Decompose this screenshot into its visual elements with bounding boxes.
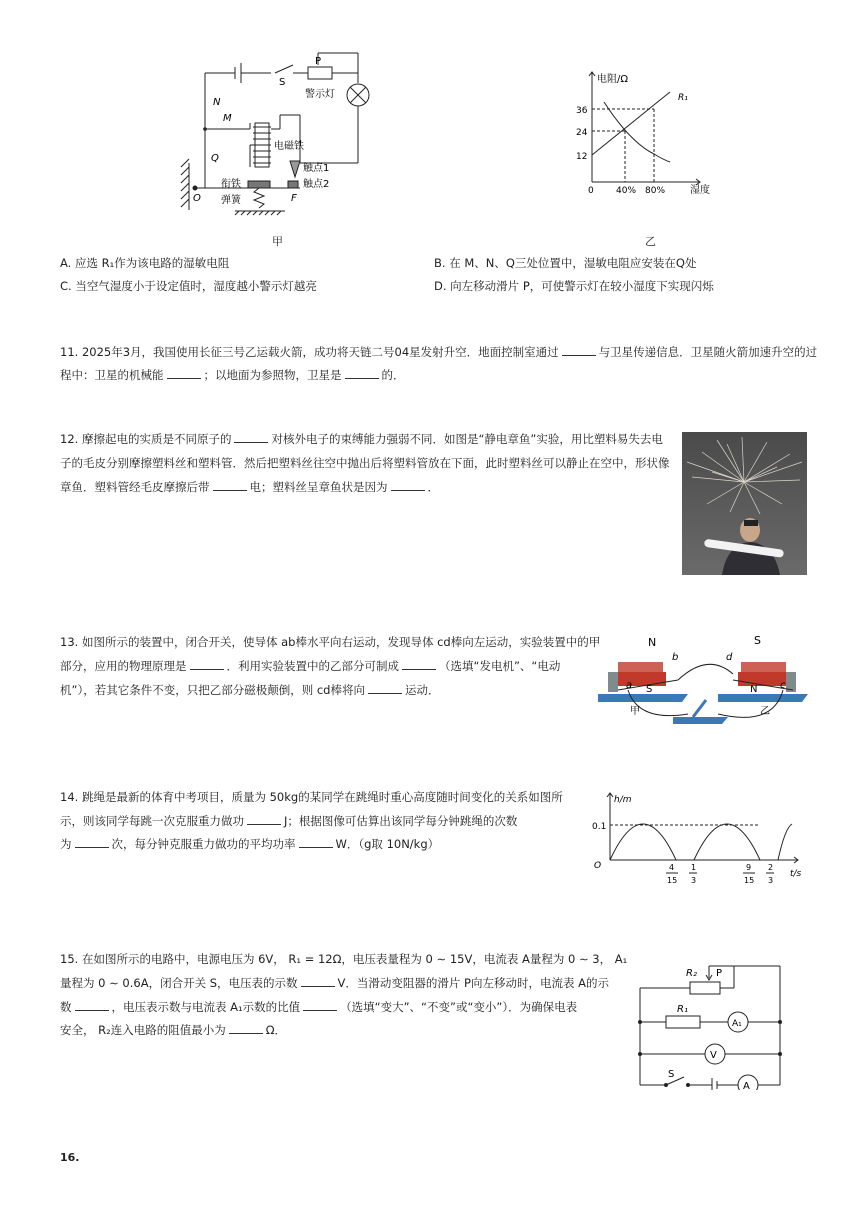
- q14-ylabel: h/m: [614, 795, 632, 805]
- static-octopus-photo: [682, 432, 807, 575]
- q14-line1: 14. 跳绳是最新的体育中考项目，质量为 50kg的某同学在跳绳时重心高度随时间变化的关系如图所: [60, 790, 563, 804]
- label-lamp: 警示灯: [305, 89, 335, 100]
- figure-yi-graph: [570, 62, 720, 202]
- label-q: Q: [211, 153, 219, 164]
- q15-line4: 安全， R₂连入电路的阻值最小为 Ω．: [60, 1023, 287, 1037]
- figure-q13-apparatus: [598, 632, 808, 732]
- yi-ytick-36: 36: [576, 106, 588, 116]
- q12-line1: 12. 摩擦起电的实质是不同原子的 对核外电子的束缚能力强弱不同．如图是“静电章鱼”实验，用比塑料易失去电: [60, 432, 663, 446]
- caption-yi: 乙: [645, 235, 656, 248]
- q14-x4-num: 2: [768, 863, 774, 872]
- yi-xtick-80: 80%: [645, 186, 666, 196]
- q15-line3: 数 ，电压表示数与电流表 A₁示数的比值 （选填“变大”、“不变”或“变小”）．为确保电表: [60, 1000, 578, 1014]
- q10-option-d: D. 向左移动滑片 P，可使警示灯在较小湿度下实现闪烁: [434, 279, 714, 293]
- q14-x3-den: 15: [744, 876, 755, 885]
- q15-label-a: A: [743, 1081, 750, 1090]
- q15-label-p: P: [716, 968, 723, 979]
- caption-jia: 甲: [272, 235, 283, 248]
- q12-line2: 子的毛皮分别摩擦塑料丝和塑料管．然后把塑料丝往空中抛出后将塑料管放在下面，此时塑料丝可以静止在空中，形状像: [60, 456, 670, 470]
- q13-label-a: a: [626, 680, 633, 691]
- q13-label-n: N: [648, 636, 657, 649]
- yi-ylabel: 电阻/Ω: [597, 74, 629, 85]
- q14-ytick: 0.1: [592, 822, 607, 832]
- yi-xtick-40: 40%: [616, 186, 637, 196]
- q14-x4-den: 3: [768, 876, 774, 885]
- q14-line2: 示，则该同学每跳一次克服重力做功 J；根据图像可估算出该同学每分钟跳绳的次数: [60, 814, 518, 828]
- label-contact2: 触点2: [303, 179, 330, 190]
- figure-q14-graph: [590, 788, 810, 888]
- q15-line1: 15. 在如图所示的电路中，电源电压为 6V， R₁ = 12Ω，电压表量程为 0 ∼ 15V，电流表 A量程为 0 ∼ 3， A₁: [60, 952, 628, 966]
- q15-line2: 量程为 0 ∼ 0.6A，闭合开关 S，电压表的示数 V．当滑动变阻器的滑片 P向左移动时，电流表 A的示: [60, 976, 610, 990]
- q11-line2: 程中：卫星的机械能 ；以地面为参照物，卫星是 的．: [60, 368, 405, 382]
- label-contact1: 触点1: [303, 163, 330, 174]
- q13-line1: 13. 如图所示的装置中，闭合开关，使导体 ab棒水平向右运动，发现导体 cd棒向左运动，实验装置中的甲: [60, 635, 601, 649]
- q13-label-d: d: [726, 652, 733, 663]
- figure-jia-circuit: [175, 45, 375, 225]
- q14-x1-den: 15: [667, 876, 678, 885]
- q14-x2-den: 3: [691, 876, 697, 885]
- q15-label-r2: R₂: [686, 968, 697, 979]
- q10-option-a: A. 应选 R₁作为该电路的湿敏电阻: [60, 256, 230, 270]
- label-magnet: 电磁铁: [274, 141, 304, 152]
- label-armature: 衔铁: [221, 179, 241, 190]
- q13-label-c: c: [780, 680, 786, 691]
- label-o: O: [193, 193, 201, 204]
- yi-xlabel: 湿度: [690, 185, 710, 196]
- label-m: M: [223, 113, 232, 124]
- q11-line1: 11. 2025年3月，我国使用长征三号乙运载火箭，成功将天链二号04星发射升空．地面控制室通过 与卫星传递信息．卫星随火箭加速升空的过: [60, 345, 818, 359]
- q14-x1-num: 4: [669, 863, 675, 872]
- q13-line3: 机”），若其它条件不变，只把乙部分磁极颠倒，则 cd棒将向 运动．: [60, 683, 440, 697]
- label-p: P: [315, 56, 322, 67]
- yi-ytick-12: 12: [576, 152, 588, 162]
- q15-label-v: V: [710, 1050, 717, 1061]
- label-n: N: [213, 97, 221, 108]
- q15-label-a1: A₁: [732, 1019, 742, 1029]
- q13-label-n2: N: [750, 684, 758, 695]
- q15-label-r1: R₁: [677, 1004, 688, 1015]
- label-f: F: [291, 193, 297, 204]
- label-spring: 弹簧: [221, 195, 241, 206]
- q12-line3: 章鱼．塑料管经毛皮摩擦后带 电；塑料丝呈章鱼状是因为 ．: [60, 480, 439, 494]
- label-s: S: [279, 77, 286, 88]
- q13-label-b: b: [672, 652, 679, 663]
- q14-x3-num: 9: [746, 863, 752, 872]
- yi-curve-label: R₁: [678, 93, 688, 103]
- q10-option-b: B. 在 M、N、Q三处位置中，湿敏电阻应安装在Q处: [434, 256, 697, 270]
- q13-label-s: S: [646, 684, 653, 695]
- q13-label-jia: 甲: [630, 706, 640, 717]
- q10-option-c: C. 当空气湿度小于设定值时，湿度越小警示灯越亮: [60, 279, 317, 293]
- q13-label-yi: 乙: [760, 706, 770, 717]
- q16-number: 16.: [60, 1151, 80, 1164]
- figure-q15-circuit: [630, 960, 790, 1090]
- q14-x2-num: 1: [691, 863, 697, 872]
- yi-ytick-24: 24: [576, 128, 588, 138]
- yi-xtick-0: 0: [588, 186, 594, 196]
- q15-label-s: S: [668, 1069, 675, 1080]
- q14-origin: O: [594, 861, 602, 871]
- q14-line3: 为 次，每分钟克服重力做功的平均功率 W．（g取 10N/kg）: [60, 837, 440, 851]
- q13-label-s2: S: [754, 634, 761, 647]
- q13-line2: 部分，应用的物理原理是 ．利用实验装置中的乙部分可制成 （选填“发电机”、“电动: [60, 659, 561, 673]
- q14-xlabel: t/s: [790, 869, 802, 879]
